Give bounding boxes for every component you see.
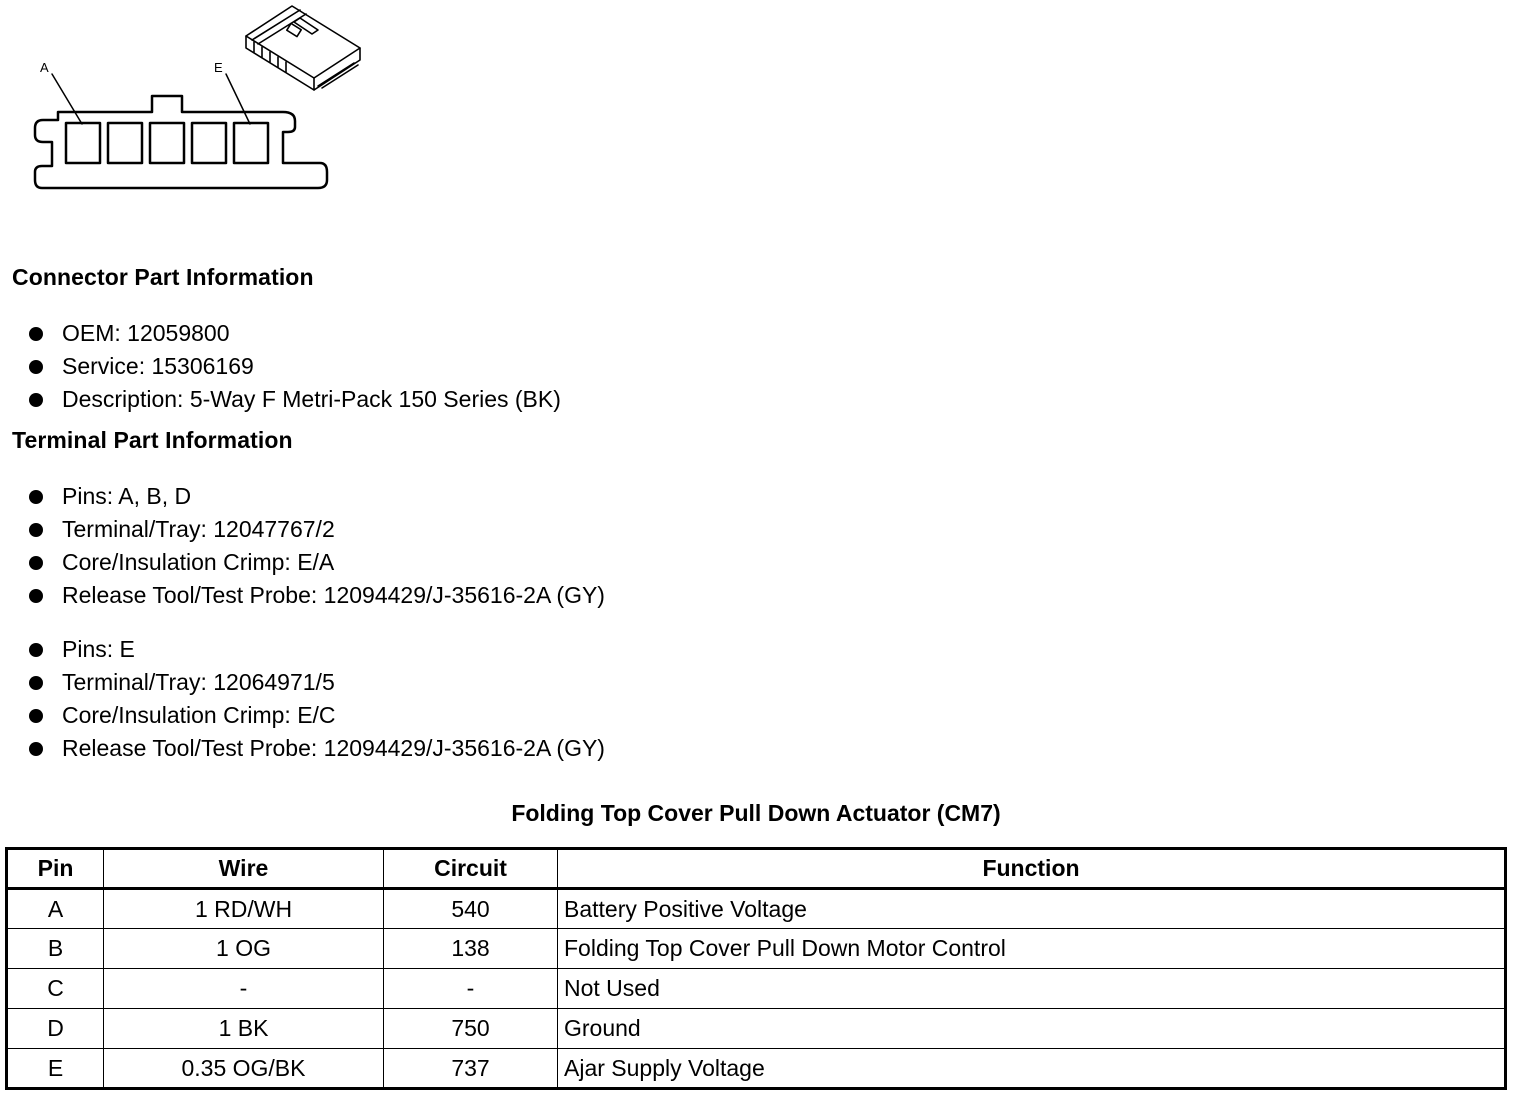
terminal-group-1-list — [0, 480, 605, 612]
connector-isometric-view — [246, 6, 360, 90]
cell-circuit: 737 — [384, 1049, 558, 1089]
pin-label-e: E — [214, 60, 223, 75]
cavity-d — [192, 123, 226, 163]
table-row — [7, 1009, 1506, 1049]
list-item: OEM: 12059800 — [0, 317, 561, 350]
leader-line-a — [52, 74, 82, 124]
header-function: Function — [558, 849, 1506, 889]
list-item: Service: 15306169 — [0, 350, 561, 383]
cell-function: Folding Top Cover Pull Down Motor Control — [558, 929, 1506, 969]
cell-pin: D — [7, 1009, 104, 1049]
cell-wire: 1 RD/WH — [104, 889, 384, 929]
connector-face-outline — [35, 96, 327, 188]
list-item: Pins: E — [0, 633, 605, 666]
list-item: Core/Insulation Crimp: E/A — [0, 546, 605, 579]
cell-wire: 0.35 OG/BK — [104, 1049, 384, 1089]
cell-function: Battery Positive Voltage — [558, 889, 1506, 929]
connector-part-information-list — [0, 317, 561, 416]
table-row — [7, 889, 1506, 929]
cell-circuit: 138 — [384, 929, 558, 969]
cell-wire: 1 BK — [104, 1009, 384, 1049]
cell-pin: E — [7, 1049, 104, 1089]
table-row — [7, 1049, 1506, 1089]
list-item: Terminal/Tray: 12047767/2 — [0, 513, 605, 546]
table-row — [7, 929, 1506, 969]
cavity-c — [150, 123, 184, 163]
header-pin: Pin — [7, 849, 104, 889]
cell-pin: A — [7, 889, 104, 929]
cavity-e — [234, 123, 268, 163]
pin-table — [5, 847, 1507, 1090]
header-circuit: Circuit — [384, 849, 558, 889]
connector-diagram — [0, 0, 380, 200]
list-item: Terminal/Tray: 12064971/5 — [0, 666, 605, 699]
cavity-b — [108, 123, 142, 163]
table-header-row — [7, 849, 1506, 889]
cell-wire: 1 OG — [104, 929, 384, 969]
cell-circuit: 750 — [384, 1009, 558, 1049]
list-item: Core/Insulation Crimp: E/C — [0, 699, 605, 732]
cavity-a — [66, 123, 100, 163]
list-item: Pins: A, B, D — [0, 480, 605, 513]
terminal-part-information-heading: Terminal Part Information — [12, 427, 293, 453]
cell-function: Not Used — [558, 969, 1506, 1009]
list-item: Release Tool/Test Probe: 12094429/J-35616-2A (GY) — [0, 579, 605, 612]
cell-pin: B — [7, 929, 104, 969]
cell-pin: C — [7, 969, 104, 1009]
list-item: Description: 5-Way F Metri-Pack 150 Series (BK) — [0, 383, 561, 416]
connector-part-information-heading: Connector Part Information — [12, 264, 314, 290]
cell-function: Ground — [558, 1009, 1506, 1049]
list-item: Release Tool/Test Probe: 12094429/J-35616-2A (GY) — [0, 732, 605, 765]
pin-table-title: Folding Top Cover Pull Down Actuator (CM7) — [511, 800, 1001, 826]
cell-wire: - — [104, 969, 384, 1009]
terminal-group-2-list — [0, 633, 605, 765]
cell-circuit: - — [384, 969, 558, 1009]
table-row — [7, 969, 1506, 1009]
leader-line-e — [226, 74, 250, 124]
header-wire: Wire — [104, 849, 384, 889]
cell-function: Ajar Supply Voltage — [558, 1049, 1506, 1089]
cell-circuit: 540 — [384, 889, 558, 929]
pin-label-a: A — [40, 60, 49, 75]
